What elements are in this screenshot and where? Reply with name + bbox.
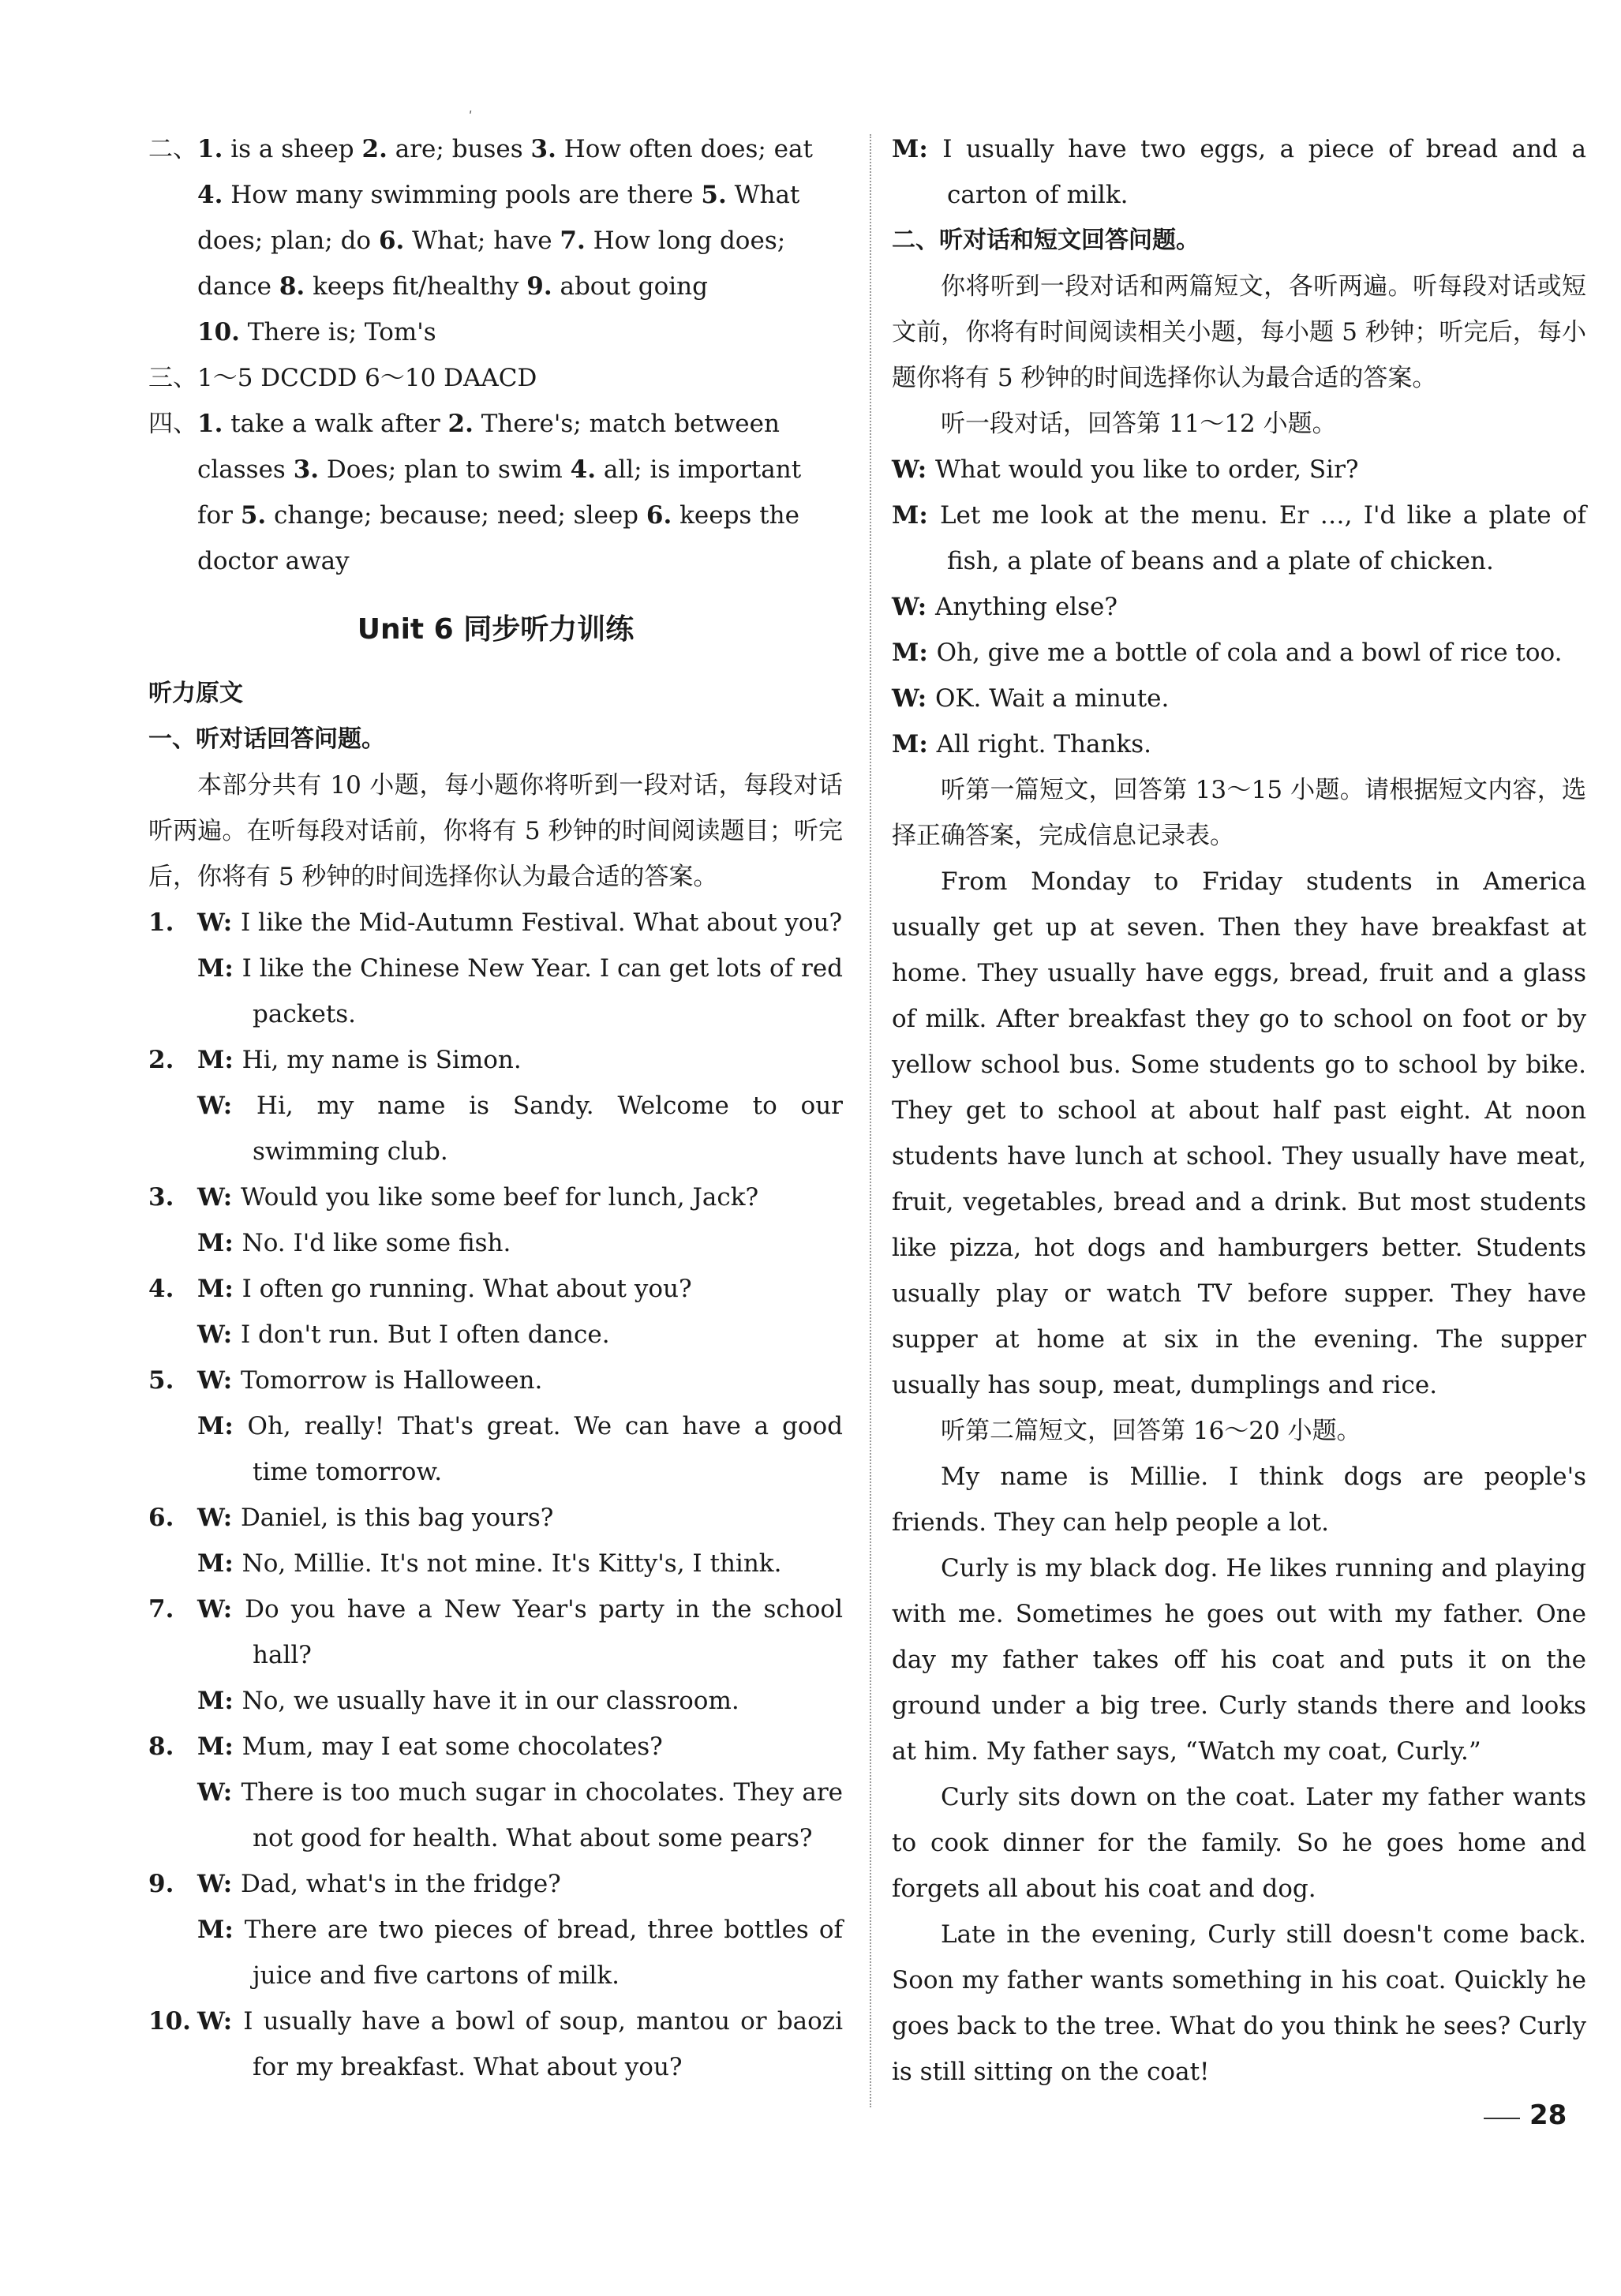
turn-text: No, we usually have it in our classroom. [241,1687,739,1715]
turn-text: Dad, what's in the fridge? [240,1870,561,1898]
dialogue-list [148,900,843,2090]
question-number: 7. [560,227,586,255]
speaker-label: M: [892,135,943,163]
dialogue-turn [197,1770,843,1861]
speaker-label: W: [892,455,935,484]
dialogue-item [148,1998,843,2090]
answers-2-line [148,172,843,218]
dialogue-number: 1. [148,908,174,937]
speaker-label: M: [197,1916,245,1944]
answer-text: How many swimming pools are there [223,181,702,209]
dialogue-item [148,1586,843,1724]
unit-title: Unit 6 同步听力训练 [357,613,635,646]
question-number: 4. [197,181,223,209]
dialogue-number: 6. [148,1504,174,1532]
turn-text: What would you like to order, Sir? [934,455,1359,484]
passage2-intro: 听第二篇短文，回答第 16～20 小题。 [941,1417,1361,1445]
speaker-label: W: [197,1595,245,1624]
answers-section-2 [148,126,843,355]
answers-4-line [148,447,843,493]
turn-text: No, Millie. It's not mine. It's Kitty's, I think. [241,1549,782,1578]
dialogue-item [148,1495,843,1586]
answer-text: How often does; eat [556,135,813,163]
dialogue-turn [197,1312,843,1358]
transcript-heading: 听力原文 [148,680,243,707]
passage1-intro: 听第一篇短文，回答第 13～15 小题。请根据短文内容，选择正确答案，完成信息记录表。 [892,776,1586,850]
answers-4-line [148,493,843,538]
speaker-label: M: [197,954,242,983]
answer-text: classes [197,455,294,484]
passage1-text: From Monday to Friday students in America usually get up at seven. Then they have breakfast at home. They usually have eggs, bread, fruit and a glass of milk. After breakfast they go to school on foot or by yellow school bus. Some students go to school by bike. They get to school at about half past eight. At noon students have lunch at school. They usually have meat, fruit, vegetables, bread and a drink. But most students like pizza, hot dogs and hamburgers better. Students usually play or watch TV before supper. They have supper at home at six in the evening. The supper usually has soup, meat, dumplings and rice. [892,867,1586,1399]
dialogue-turn [197,1907,843,1998]
answer-text: take a walk after [223,410,448,438]
turn-text: I usually have two eggs, a piece of bread and a carton of milk. [942,135,1586,209]
part1-intro: 本部分共有 10 小题，每小题你将听到一段对话，每段对话听两遍。在听每段对话前，你将有 5 秒钟的时间阅读题目；听完后，你将有 5 秒钟的时间选择你认为最合适的答案。 [148,771,843,891]
answer-text: does; plan; do [197,227,379,255]
speaker-label: W: [197,1778,241,1807]
question-number: 10. [197,318,240,346]
dialogue-item [148,1037,843,1174]
speaker-label: M: [197,1732,242,1761]
passage-paragraph: Curly is my black dog. He likes running and playing with me. Sometimes he goes out with my father. One day my father takes off his coat and puts it on the ground under a big tree. Curly stands there and looks at him. My father says, “Watch my coat, Curly.” [892,1554,1586,1766]
answer-text: all; is important [596,455,802,484]
turn-text: OK. Wait a minute. [934,684,1170,713]
turn-text: There are two pieces of bread, three bottles of juice and five cartons of milk. [244,1916,843,1990]
answer-text: What [726,181,800,209]
dialogue-item [148,900,843,1037]
question-number: 5. [240,501,267,530]
stray-mark: ʹ [469,109,473,124]
turn-text: Oh, really! That's great. We can have a good time tomorrow. [247,1412,843,1486]
turn-text: No. I'd like some fish. [241,1229,511,1257]
speaker-label: W: [197,1870,241,1898]
speaker-label: W: [892,684,935,713]
answer-text: about going [552,272,708,301]
answer-text: is a sheep [223,135,362,163]
right-column [892,126,1586,2095]
dialogue-item [148,1174,843,1266]
dialogue-turn [892,676,1586,721]
dialogue-turn [197,1678,843,1724]
dialogue-turn [197,946,843,1037]
speaker-label: W: [197,1504,241,1532]
question-number: 6. [646,501,672,530]
dialogue-number: 4. [148,1275,174,1303]
dialogue-item [148,1861,843,1998]
question-number: 1. [197,135,223,163]
dialogue-turn [197,1037,843,1083]
turn-text: There is too much sugar in chocolates. They are not good for health. What about some pears? [241,1778,843,1852]
speaker-label: W: [197,2007,244,2036]
dialogue-turn [892,630,1586,676]
speaker-label: W: [892,593,935,621]
turn-text: Mum, may I eat some chocolates? [241,1732,663,1761]
turn-text: Oh, give me a bottle of cola and a bowl of rice too. [936,639,1563,667]
answer-text: for [197,501,241,530]
answers-2-line [148,126,843,172]
turn-text: I usually have a bowl of soup, mantou or baozi for my breakfast. What about you? [243,2007,843,2081]
speaker-label: M: [197,1275,242,1303]
turn-text: Anything else? [934,593,1117,621]
question-number: 6. [378,227,405,255]
speaker-label: M: [197,1046,242,1074]
speaker-label: W: [197,1092,256,1120]
question-number: 2. [447,410,474,438]
page-number: 28 [1529,2099,1567,2131]
answers-2-line [148,264,843,309]
dialogue-turn [892,721,1586,767]
dialogue-number: 5. [148,1366,174,1395]
answers-4-line [148,401,843,447]
dialogue-turn [197,1998,843,2090]
question-number: 2. [361,135,387,163]
passage-paragraph: Late in the evening, Curly still doesn't come back. Soon my father wants something in his coat. Quickly he goes back to the tree. What do you think he sees? Curly is still sitting on the coat! [892,1920,1586,2086]
turn-text: Tomorrow is Halloween. [240,1366,543,1395]
speaker-label: M: [197,1549,242,1578]
answer-text: doctor away [197,547,350,575]
dialogue-turn [892,126,1586,218]
answers-section-4 [148,401,843,584]
dialogue-turn [197,1495,843,1541]
answer-text: What; have [404,227,560,255]
column-divider [870,134,871,2107]
speaker-label: W: [197,1366,241,1395]
dialogue-turn [197,1358,843,1403]
turn-text: All right. Thanks. [936,730,1151,758]
dialogue-turn [197,900,843,946]
passage-paragraph: Curly sits down on the coat. Later my father wants to cook dinner for the family. So he goes home and forgets all about his coat and dog. [892,1783,1586,1903]
speaker-label: M: [892,501,940,530]
part2-intro: 你将听到一段对话和两篇短文，各听两遍。听每段对话或短文前，你将有时间阅读相关小题，每小题 5 秒钟；听完后，每小题你将有 5 秒钟的时间选择你认为最合适的答案。 [892,272,1586,392]
dialogue-turn [197,1861,843,1907]
turn-text: Hi, my name is Sandy. Welcome to our swimming club. [253,1092,843,1166]
dialogue-turn [197,1083,843,1174]
dialogue-item [148,1358,843,1495]
dialogue-turn [197,1220,843,1266]
dialogue-11-12 [892,447,1586,767]
dialogue-turn [197,1174,843,1220]
turn-text: Daniel, is this bag yours? [240,1504,554,1532]
question-number: 8. [279,272,305,301]
dialogue-number: 2. [148,1046,174,1074]
speaker-label: W: [197,1183,241,1212]
question-number: 9. [526,272,552,301]
answer-text: How long does; [585,227,786,255]
dialogue-turn [892,584,1586,630]
answers-2-label: 二、 [148,135,197,163]
answer-text: are; buses [387,135,531,163]
turn-text: I don't run. But I often dance. [240,1320,610,1349]
dialogue-turn [197,1586,843,1678]
answer-text: There's; match between [473,410,780,438]
speaker-label: W: [197,908,241,937]
speaker-label: M: [197,1687,242,1715]
dialogue-number: 7. [148,1595,174,1624]
turn-text: Do you have a New Year's party in the school hall? [245,1595,844,1669]
speaker-label: M: [892,730,937,758]
dialogue-number: 10. [148,2007,191,2036]
answer-text: There is; Tom's [239,318,436,346]
answer-text: dance [197,272,279,301]
part1-heading: 一、听对话回答问题。 [148,725,385,753]
dialogue-turn [197,1724,843,1770]
dialogue-turn [197,1541,843,1586]
dialogue-10-continued [892,126,1586,218]
dialogue-turn [892,493,1586,584]
answers-4-line [148,538,843,584]
dialogue-turn [892,447,1586,493]
answer-text: change; because; need; sleep [266,501,646,530]
turn-text: Let me look at the menu. Er …, I'd like a plate of fish, a plate of beans and a plate of chicken. [939,501,1586,575]
answers-2-line [148,309,843,355]
speaker-label: M: [197,1229,242,1257]
dialogue-number: 8. [148,1732,174,1761]
question-number: 3. [530,135,556,163]
dialogue-number: 3. [148,1183,174,1212]
dialogue-intro: 听一段对话，回答第 11～12 小题。 [941,410,1337,438]
question-number: 5. [701,181,727,209]
part2-heading: 二、听对话和短文回答问题。 [892,227,1200,254]
question-number: 4. [570,455,597,484]
dialogue-number: 9. [148,1870,174,1898]
turn-text: I like the Mid-Autumn Festival. What about you? [240,908,843,937]
question-number: 1. [197,410,223,438]
dialogue-turn [197,1403,843,1495]
left-column [148,126,843,2090]
turn-text: Hi, my name is Simon. [241,1046,522,1074]
turn-text: Would you like some beef for lunch, Jack? [240,1183,759,1212]
dialogue-item [148,1724,843,1861]
speaker-label: W: [197,1320,241,1349]
turn-text: I often go running. What about you? [241,1275,692,1303]
answer-text: keeps the [672,501,799,530]
speaker-label: M: [892,639,937,667]
answer-text: Does; plan to swim [319,455,571,484]
answers-2-line [148,218,843,264]
passage2-text [892,1454,1586,2095]
question-number: 3. [293,455,320,484]
page-number-dash [1484,2118,1520,2119]
answers-4-label: 四、 [148,410,197,438]
answers-section-3: 三、1～5 DCCDD 6～10 DAACD [148,364,537,392]
speaker-label: M: [197,1412,248,1440]
answer-text: keeps fit/healthy [305,272,527,301]
dialogue-item [148,1266,843,1358]
turn-text: I like the Chinese New Year. I can get lots of red packets. [241,954,843,1028]
passage-paragraph: My name is Millie. I think dogs are people's friends. They can help people a lot. [892,1463,1586,1537]
dialogue-turn [197,1266,843,1312]
